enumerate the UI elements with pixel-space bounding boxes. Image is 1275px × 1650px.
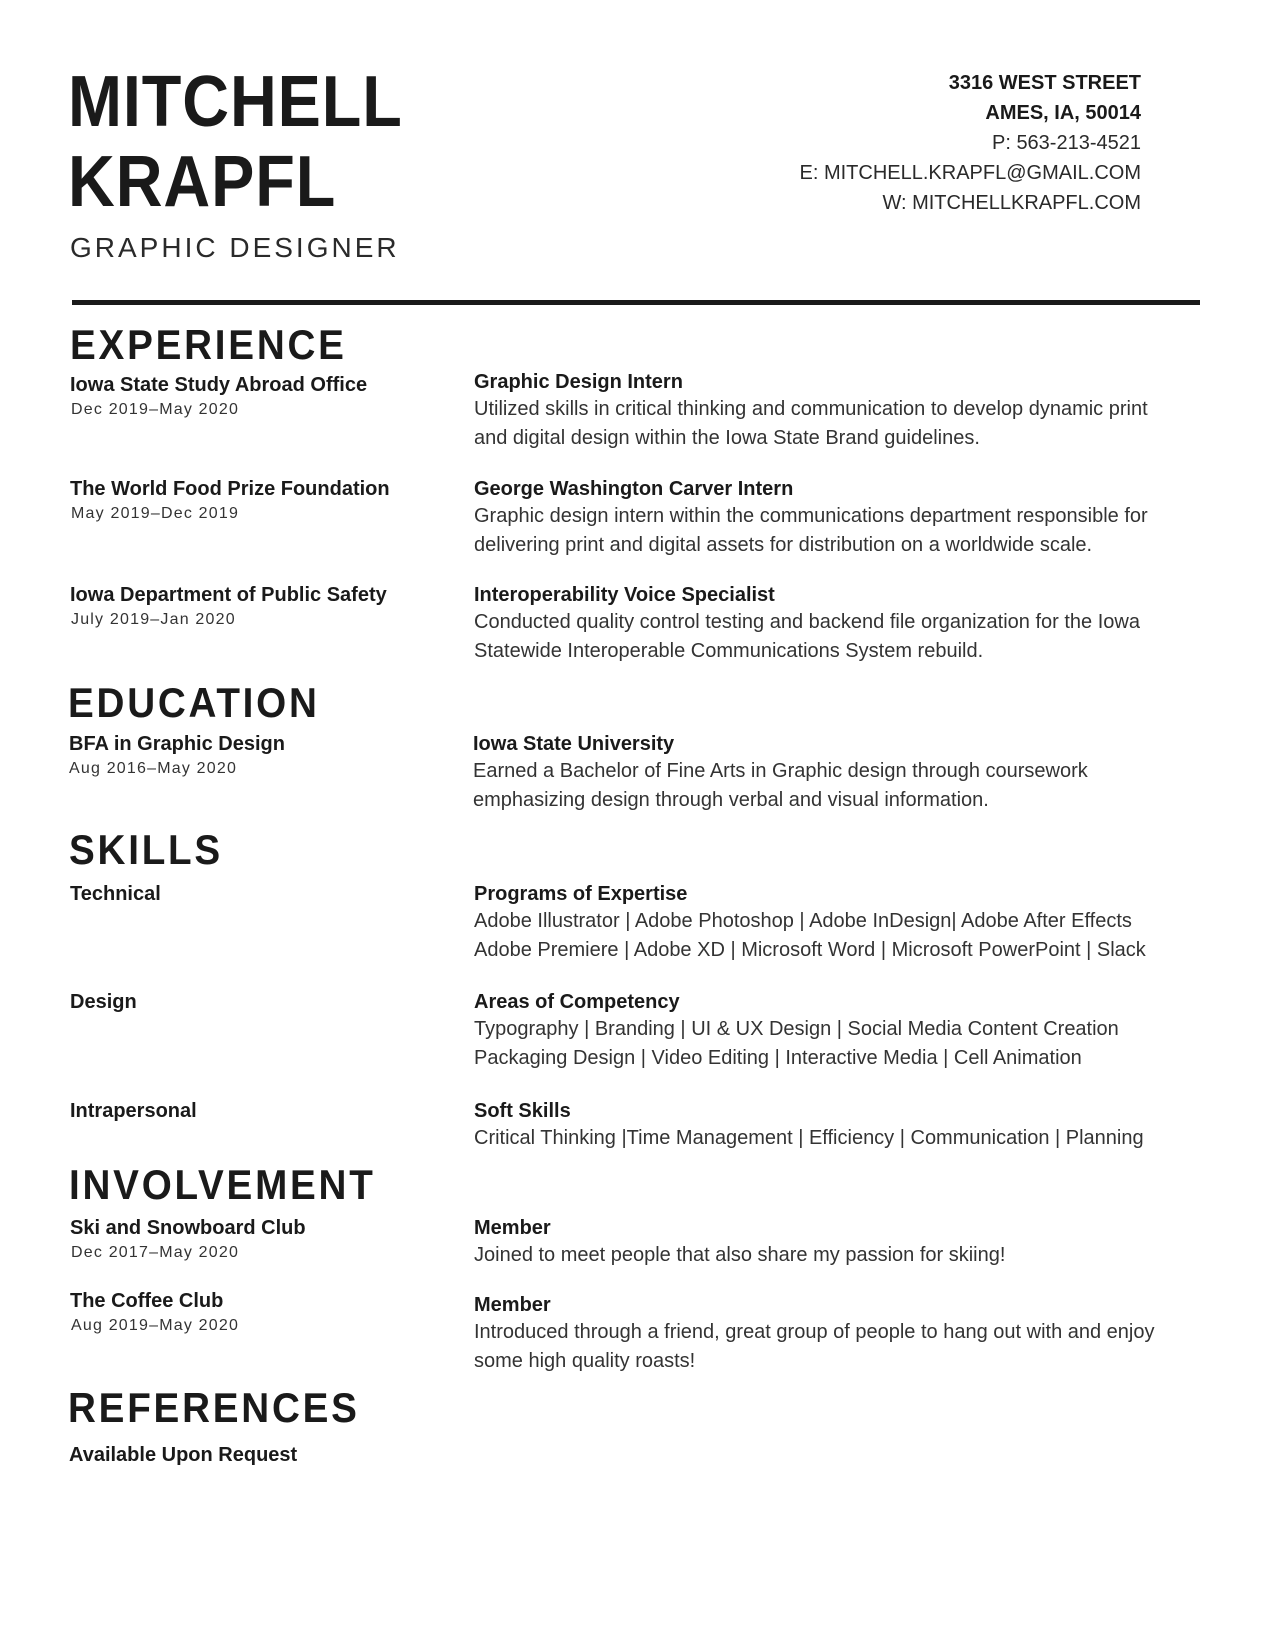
experience-org: Iowa Department of Public Safety <box>70 584 387 606</box>
experience-dates: Dec 2019–May 2020 <box>71 401 240 418</box>
description-line: Earned a Bachelor of Fine Arts in Graphic design through coursework <box>473 760 1088 782</box>
education-heading: EDUCATION <box>68 679 320 726</box>
involvement-entry <box>474 1292 1214 1376</box>
skill-category: Technical <box>70 883 161 905</box>
description-line: Joined to meet people that also share my passion for skiing! <box>474 1244 1006 1266</box>
description-line: Typography | Branding | UI & UX Design | Social Media Content Creation <box>474 1018 1119 1040</box>
description-line: delivering print and digital assets for distribution on a worldwide scale. <box>474 534 1093 556</box>
skill-entry <box>474 881 1214 965</box>
experience-role: Interoperability Voice Specialist <box>474 584 775 606</box>
experience-description <box>474 502 1214 560</box>
skill-entry <box>474 1098 1214 1153</box>
header-divider <box>72 300 1200 305</box>
references-note: Available Upon Request <box>69 1444 298 1466</box>
experience-dates: July 2019–Jan 2020 <box>71 611 236 628</box>
skill-list <box>474 907 1214 965</box>
experience-role: George Washington Carver Intern <box>474 478 794 500</box>
experience-description <box>474 608 1214 666</box>
involvement-org: Ski and Snowboard Club <box>70 1217 306 1239</box>
description-line: and digital design within the Iowa State Brand guidelines. <box>474 427 980 449</box>
description-line: Adobe Premiere | Adobe XD | Microsoft Word | Microsoft PowerPoint | Slack <box>474 939 1146 961</box>
skill-title: Programs of Expertise <box>474 883 688 905</box>
involvement-dates: Aug 2019–May 2020 <box>71 1317 240 1334</box>
education-degree: BFA in Graphic Design <box>69 733 285 755</box>
candidate-name <box>68 62 403 222</box>
experience-role: Graphic Design Intern <box>474 371 683 393</box>
experience-org: The World Food Prize Foundation <box>70 478 390 500</box>
experience-description <box>474 395 1214 453</box>
experience-dates: May 2019–Dec 2019 <box>71 505 240 522</box>
experience-org: Iowa State Study Abroad Office <box>70 374 368 396</box>
experience-entry <box>474 476 1214 560</box>
education-dates: Aug 2016–May 2020 <box>69 760 238 777</box>
skill-category: Design <box>70 991 137 1013</box>
skill-title: Areas of Competency <box>474 991 680 1013</box>
description-line: Critical Thinking |Time Management | Efficiency | Communication | Planning <box>474 1127 1144 1149</box>
skills-heading: SKILLS <box>69 826 223 873</box>
address-street: 3316 WEST STREET <box>948 72 1141 94</box>
involvement-description <box>474 1318 1214 1376</box>
skill-list <box>474 1015 1214 1073</box>
skill-entry <box>474 989 1214 1073</box>
contact-info <box>800 68 1141 218</box>
description-line: Utilized skills in critical thinking and communication to develop dynamic print <box>474 398 1148 420</box>
name-last: KRAPFL <box>68 142 337 222</box>
description-line: Introduced through a friend, great group of people to hang out with and enjoy <box>474 1321 1155 1343</box>
involvement-entry <box>474 1215 1214 1270</box>
description-line: Graphic design intern within the communications department responsible for <box>474 505 1148 527</box>
involvement-role: Member <box>474 1294 551 1316</box>
education-school: Iowa State University <box>473 733 675 755</box>
involvement-description <box>474 1241 1214 1270</box>
website-link[interactable]: W: MITCHELLKRAPFL.COM <box>882 192 1141 214</box>
skill-list <box>474 1124 1214 1153</box>
address-city: AMES, IA, 50014 <box>985 102 1141 124</box>
education-entry <box>473 731 1213 815</box>
name-first: MITCHELL <box>68 62 403 142</box>
experience-entry <box>474 369 1214 453</box>
skill-title: Soft Skills <box>474 1100 571 1122</box>
description-line: emphasizing design through verbal and visual information. <box>473 789 989 811</box>
description-line: Statewide Interoperable Communications System rebuild. <box>474 640 984 662</box>
email-address[interactable]: E: MITCHELL.KRAPFL@GMAIL.COM <box>799 162 1141 184</box>
job-title: GRAPHIC DESIGNER <box>70 232 400 263</box>
involvement-dates: Dec 2017–May 2020 <box>71 1244 240 1261</box>
experience-heading: EXPERIENCE <box>70 321 347 368</box>
experience-entry <box>474 582 1214 666</box>
description-line: Conducted quality control testing and backend file organization for the Iowa <box>474 611 1140 633</box>
description-line: Adobe Illustrator | Adobe Photoshop | Adobe InDesign| Adobe After Effects <box>474 910 1132 932</box>
involvement-org: The Coffee Club <box>70 1290 224 1312</box>
phone-number: P: 563-213-4521 <box>991 132 1141 154</box>
education-description <box>473 757 1213 815</box>
references-heading: REFERENCES <box>68 1384 360 1431</box>
skill-category: Intrapersonal <box>70 1100 197 1122</box>
description-line: some high quality roasts! <box>474 1350 696 1372</box>
involvement-role: Member <box>474 1217 551 1239</box>
description-line: Packaging Design | Video Editing | Interactive Media | Cell Animation <box>474 1047 1082 1069</box>
involvement-heading: INVOLVEMENT <box>69 1161 376 1208</box>
